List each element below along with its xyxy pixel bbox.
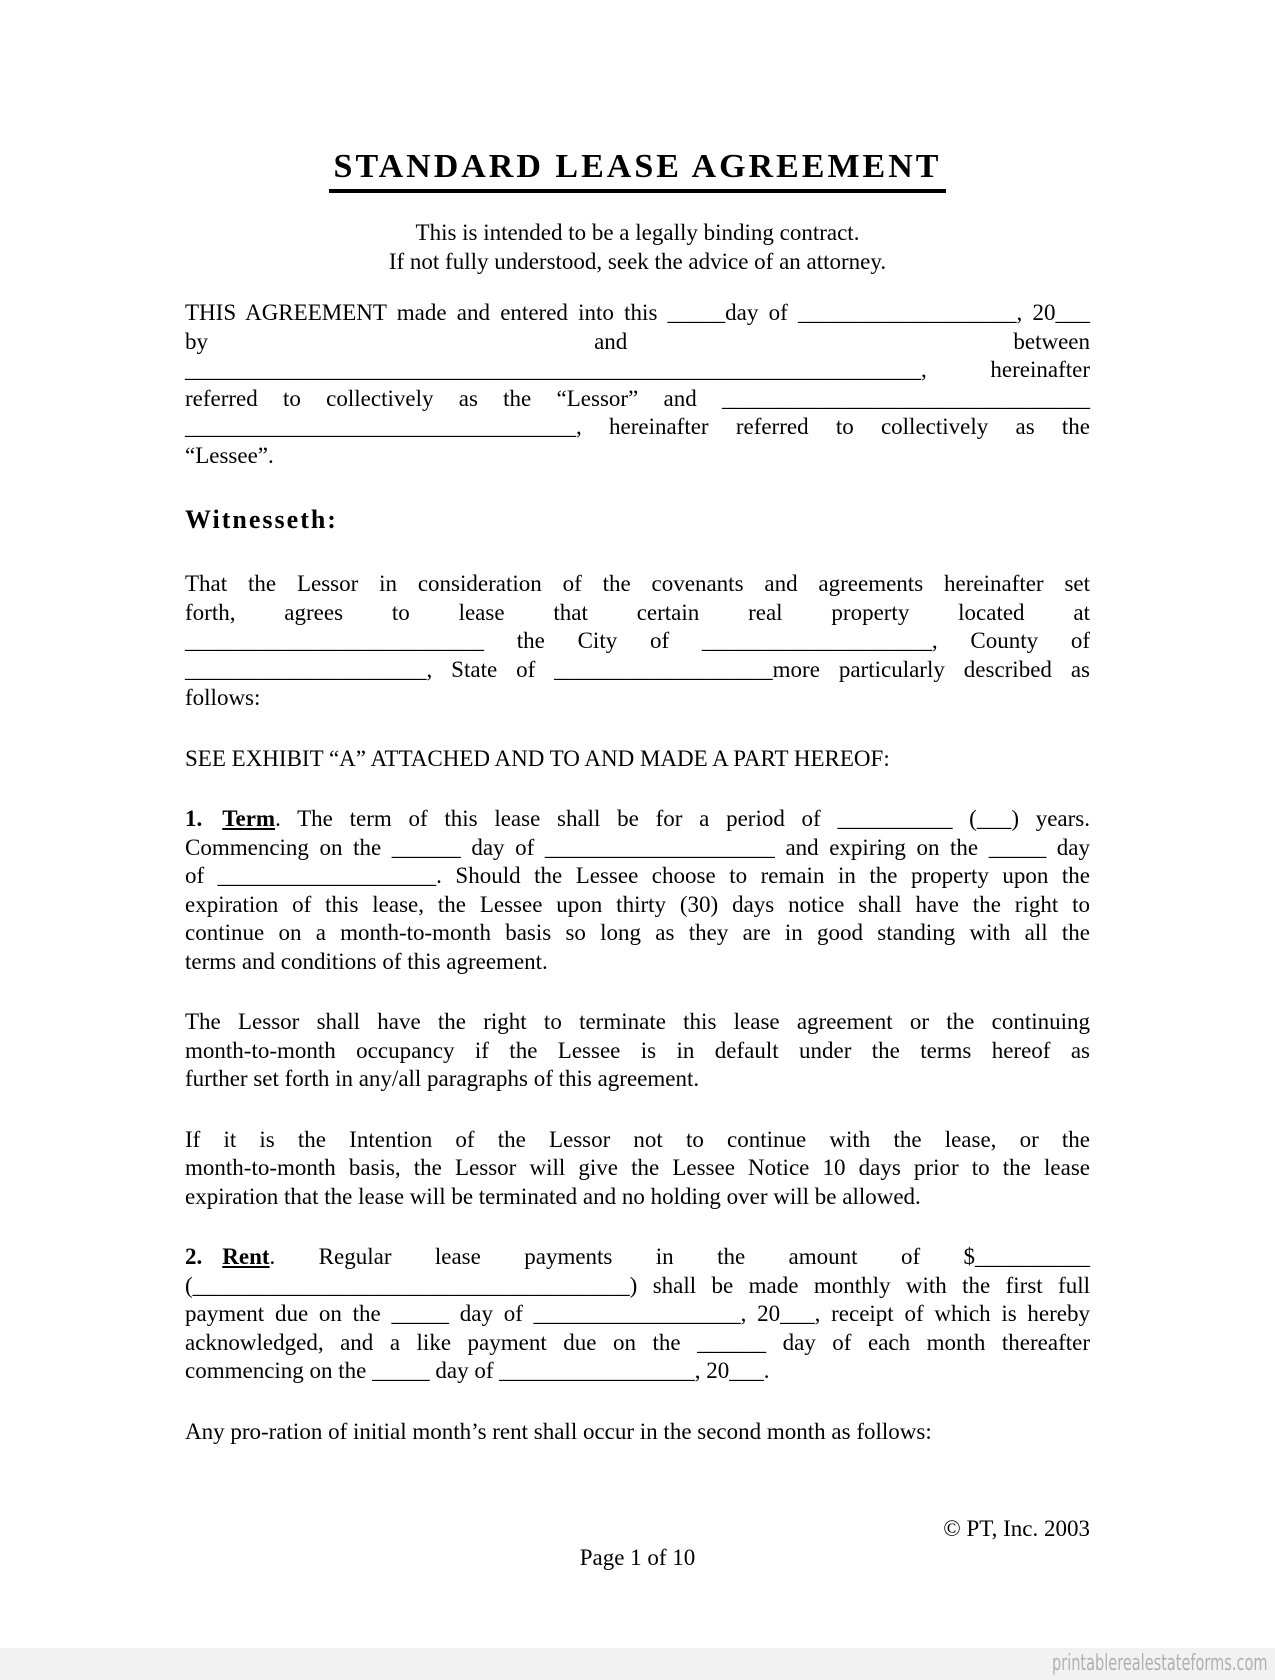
clause-text: . Regular lease payments in the amount of $__________: [269, 1244, 1090, 1269]
text-line: “Lessee”.: [185, 442, 274, 468]
clause-text: . The term of this lease shall be for a period of __________ (___) years.: [275, 806, 1090, 831]
rent-clause: [185, 1243, 1090, 1386]
term-clause-heading-line: [185, 805, 1090, 834]
text-line: follows:: [185, 685, 261, 710]
text-line: continue on a month-to-month basis so long as they are in good standing with all the: [185, 920, 1090, 945]
proration-paragraph: [185, 1418, 1090, 1447]
document-content: [185, 0, 1090, 1572]
exhibit-paragraph: [185, 745, 1090, 774]
text-line: by and between: [185, 328, 1090, 354]
text-line: month-to-month occupancy if the Lessee is in default under the terms hereof as: [185, 1037, 1090, 1063]
rent-clause-heading-line: [185, 1243, 1090, 1272]
copyright-notice: © PT, Inc. 2003: [943, 1516, 1090, 1541]
subtitle-line-2: If not fully understood, seek the advice of an attorney.: [388, 248, 887, 274]
text-line: acknowledged, and a like payment due on the ______ day of each month thereafter: [185, 1329, 1090, 1355]
text-line: __________________________________, hereinafter referred to collectively as the: [185, 414, 1090, 439]
clause-label: Term: [222, 806, 276, 831]
text-line: further set forth in any/all paragraphs of this agreement.: [185, 1066, 700, 1091]
text-line: expiration that the lease will be terminated and no holding over will be allowed.: [185, 1183, 921, 1209]
text-line: If it is the Intention of the Lessor not to continue with the lease, or the: [185, 1126, 1090, 1152]
text-line: expiration of this lease, the Lessee upon thirty (30) days notice shall have the right to: [185, 891, 1090, 917]
intro-paragraph: [185, 299, 1090, 470]
title-wrap: [185, 149, 1090, 193]
text-line: _____________________, State of ___________________more particularly described as: [185, 656, 1090, 682]
clause-number: 2.: [185, 1244, 203, 1269]
text-line: Commencing on the ______ day of ____________________ and expiring on the _____ day: [185, 834, 1090, 860]
watermark-text: printablerealestateforms.com: [1051, 1651, 1267, 1676]
text-line: commencing on the _____ day of _________________, 20___.: [185, 1358, 770, 1383]
witnesseth-paragraph: [185, 570, 1090, 713]
exhibit-line: SEE EXHIBIT “A” ATTACHED AND TO AND MADE A PART HEREOF:: [185, 745, 890, 771]
clause-label: Rent: [222, 1244, 270, 1269]
lessor-termination-paragraph: [185, 1008, 1090, 1094]
page-title: STANDARD LEASE AGREEMENT: [329, 149, 947, 193]
term-clause: [185, 805, 1090, 976]
text-line: terms and conditions of this agreement.: [185, 948, 548, 974]
text-line: month-to-month basis, the Lessor will give the Lessee Notice 10 days prior to the lease: [185, 1155, 1090, 1180]
text-line: THIS AGREEMENT made and entered into this _____day of ___________________, 20___: [185, 300, 1090, 325]
text-line: payment due on the _____ day of __________________, 20___, receipt of which is hereby: [185, 1301, 1090, 1326]
page-number: Page 1 of 10: [579, 1544, 696, 1570]
text-line: ________________________________________________________________, hereinafter: [185, 357, 1090, 382]
text-line: __________________________ the City of ____________________, County of: [185, 628, 1090, 653]
text-line: The Lessor shall have the right to terminate this lease agreement or the continuing: [185, 1009, 1090, 1034]
text-line: Any pro-ration of initial month’s rent shall occur in the second month as follows:: [185, 1418, 932, 1444]
text-line: of ___________________. Should the Lessee choose to remain in the property upon the: [185, 863, 1090, 888]
watermark-bar: [0, 1648, 1275, 1680]
intention-paragraph: [185, 1126, 1090, 1212]
clause-number: 1.: [185, 806, 203, 831]
subtitle: [185, 219, 1090, 276]
text-line: referred to collectively as the “Lessor” and ________________________________: [185, 385, 1090, 411]
subtitle-line-1: This is intended to be a legally binding contract.: [415, 220, 860, 245]
witnesseth-heading: Witnesseth:: [185, 505, 338, 534]
text-line: That the Lessor in consideration of the covenants and agreements hereinafter set: [185, 571, 1090, 596]
text-line: forth, agrees to lease that certain real property located at: [185, 599, 1090, 625]
text-line: (______________________________________) shall be made monthly with the first full: [185, 1272, 1090, 1298]
